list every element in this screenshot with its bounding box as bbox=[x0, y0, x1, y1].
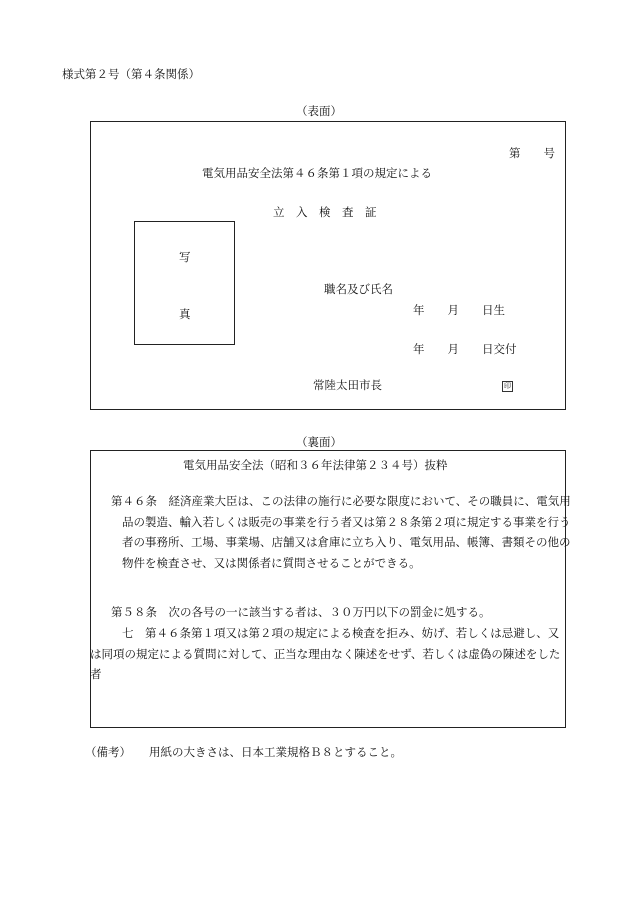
article-46-text: 第４６条 経済産業大臣は、この法律の施行に必要な限度において、その職員に、電気用品の製造、輸入若しくは販売の事業を行う者又は第２８条第２項に規定する事業を行う者の事務所、工場、事業場、店舗又は倉庫に立ち入り、電気用品、帳簿、書類その他の物件を検査させ、又は関係者に質問させることができる。 bbox=[111, 494, 571, 570]
certificate-title: 立 入 検 査 証 bbox=[273, 205, 377, 219]
photo-label-top: 写 bbox=[179, 250, 191, 264]
seal-icon: 印 bbox=[504, 381, 511, 390]
article-58-text: 第５８条 次の各号の一に該当する者は、３０万円以下の罰金に処する。 bbox=[111, 605, 491, 619]
note-text: 用紙の大きさは、日本工業規格Ｂ８とすること。 bbox=[149, 745, 402, 759]
law-reference-line: 電気用品安全法第４６条第１項の規定による bbox=[202, 166, 432, 180]
back-card bbox=[90, 450, 571, 728]
form-label: 様式第２号（第４条関係） bbox=[62, 67, 200, 81]
note-label: （備考） bbox=[85, 745, 131, 759]
birth-date-line: 年 月 日生 bbox=[413, 303, 505, 317]
article-58-item-7-text: 七 第４６条第１項又は第２項の規定による検査を拒み、妨げ、若しくは忌避し、又は同項の規定による質問に対して、正当な理由なく陳述をせず、若しくは虚偽の陳述をした者 bbox=[90, 626, 561, 681]
front-card bbox=[90, 121, 566, 410]
back-heading: （裏面） bbox=[296, 435, 342, 449]
front-heading: （表面） bbox=[296, 104, 342, 118]
photo-label-bottom: 真 bbox=[179, 307, 191, 321]
certificate-number: 第 号 bbox=[509, 146, 555, 160]
law-excerpt-title: 電気用品安全法（昭和３６年法律第２３４号）抜粋 bbox=[183, 458, 448, 472]
name-label: 職名及び氏名 bbox=[324, 282, 393, 296]
photo-box bbox=[134, 221, 235, 345]
issuer-name: 常陸太田市長 bbox=[313, 378, 382, 392]
issue-date-line: 年 月 日交付 bbox=[413, 342, 517, 356]
seal-mark bbox=[502, 378, 513, 392]
